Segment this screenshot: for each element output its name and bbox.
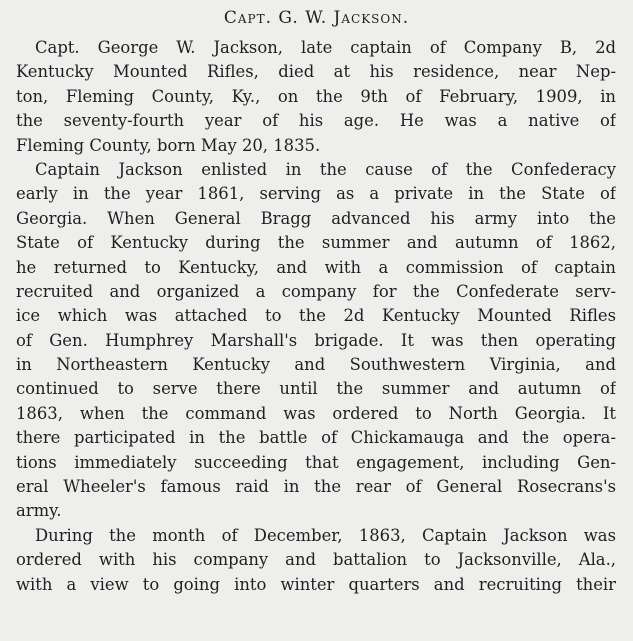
text-line: Fleming County, born May 20, 1835. [16,135,321,155]
text-line: 1863, when the command was ordered to North Georgia. It [16,403,616,423]
text-line: of Gen. Humphrey Marshall's brigade. It was then operating [16,330,616,350]
text-line: in Northeastern Kentucky and Southwestern Virginia, and [16,355,616,375]
text-line: eral Wheeler's famous raid in the rear of General Rosecrans's [16,477,616,497]
text-line: State of Kentucky during the summer and autumn of 1862, [16,233,616,253]
text-line: army. [16,501,62,521]
text-line: he returned to Kentucky, and with a commission of captain [16,257,616,277]
text-line: the seventy-fourth year of his age. He was a native of [16,111,616,131]
text-line: Captain Jackson enlisted in the cause of the Confederacy [35,159,616,179]
text-line: early in the year 1861, serving as a private in the State of [16,184,616,204]
text-line: Georgia. When General Bragg advanced his army into the [16,208,616,228]
text-line: with a view to going into winter quarters and recruiting their [16,574,616,594]
article-title: Capt. G. W. Jackson. [223,8,410,28]
text-line: ton, Fleming County, Ky., on the 9th of February, 1909, in [16,86,616,106]
article-body [16,36,616,597]
text-line: there participated in the battle of Chickamauga and the opera- [16,428,616,448]
text-line: continued to serve there until the summer and autumn of [16,379,616,399]
text-line: recruited and organized a company for the Confederate serv- [16,281,616,301]
text-line: tions immediately succeeding that engagement, including Gen- [16,452,616,472]
text-line: Capt. George W. Jackson, late captain of Company B, 2d [35,38,616,57]
text-line: Kentucky Mounted Rifles, died at his residence, near Nep- [16,62,616,82]
text-line: ice which was attached to the 2d Kentucky Mounted Rifles [16,306,616,326]
text-line: ordered with his company and battalion to Jacksonville, Ala., [16,550,616,570]
text-line: During the month of December, 1863, Captain Jackson was [35,525,616,545]
